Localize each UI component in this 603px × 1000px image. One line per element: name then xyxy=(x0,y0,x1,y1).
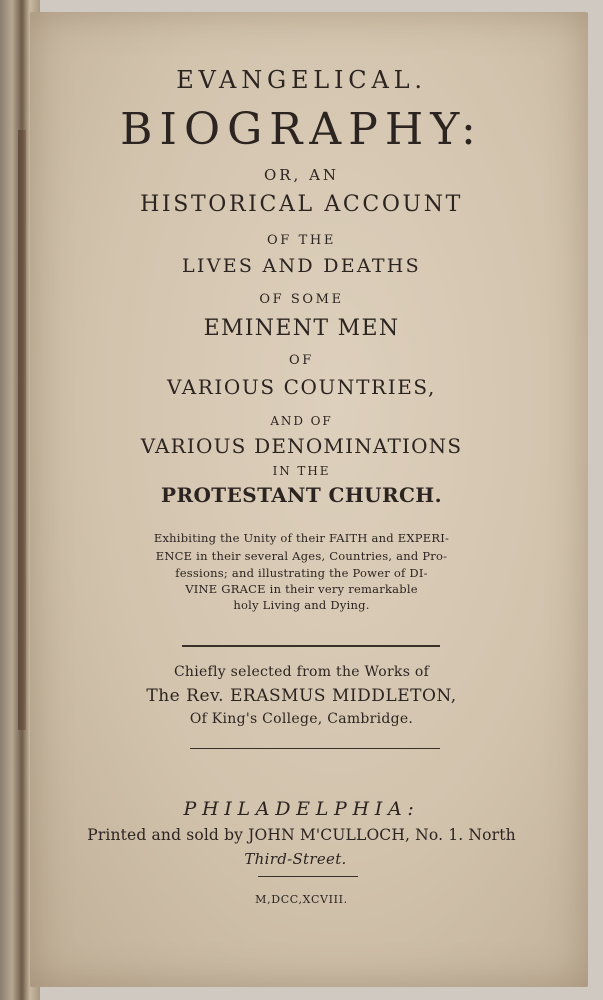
title-line-or-an: OR, AN xyxy=(263,166,340,184)
title-line-in-the: IN THE xyxy=(272,464,331,478)
title-line-various-denominations: VARIOUS DENOMINATIONS xyxy=(140,434,463,458)
description-line-4: VINE GRACE in their very remarkable xyxy=(185,582,418,596)
description-line-5: holy Living and Dying. xyxy=(233,598,370,612)
title-line-evangelical: EVANGELICAL. xyxy=(176,66,427,94)
title-line-protestant-church: PROTESTANT CHURCH. xyxy=(161,483,442,507)
title-line-historical-account: HISTORICAL ACCOUNT xyxy=(140,192,463,217)
imprint-place: PHILADELPHIA: xyxy=(183,798,420,820)
title-line-biography: BIOGRAPHY: xyxy=(120,104,483,155)
title-line-lives-and-deaths: LIVES AND DEATHS xyxy=(182,255,421,277)
imprint-year: M,DCC,XCVIII. xyxy=(255,893,348,906)
author-line-1: Chiefly selected from the Works of xyxy=(173,664,430,680)
divider-rule-bottom xyxy=(190,748,440,749)
description-line-1: Exhibiting the Unity of their FAITH and EXPERI- xyxy=(153,531,450,545)
imprint-printer-line-2: Third-Street. xyxy=(244,850,347,868)
imprint-printer-line-1: Printed and sold by JOHN M'CULLOCH, No. 1. North xyxy=(87,826,516,844)
divider-rule-top xyxy=(182,645,440,647)
title-line-and-of: AND OF xyxy=(270,414,333,428)
spine-shadow xyxy=(18,130,26,730)
title-line-of-some: OF SOME xyxy=(259,292,344,307)
description-line-2: ENCE in their several Ages, Countries, and Pro- xyxy=(155,549,448,563)
title-line-eminent-men: EMINENT MEN xyxy=(203,316,400,341)
title-line-of-the: OF THE xyxy=(267,233,336,248)
author-line-2: The Rev. ERASMUS MIDDLETON, xyxy=(146,686,457,706)
title-line-various-countries: VARIOUS COUNTRIES, xyxy=(167,375,436,399)
title-line-of: OF xyxy=(289,353,314,368)
divider-rule-short xyxy=(258,876,358,877)
author-line-3: Of King's College, Cambridge. xyxy=(189,711,414,727)
description-line-3: fessions; and illustrating the Power of DI- xyxy=(175,566,428,580)
